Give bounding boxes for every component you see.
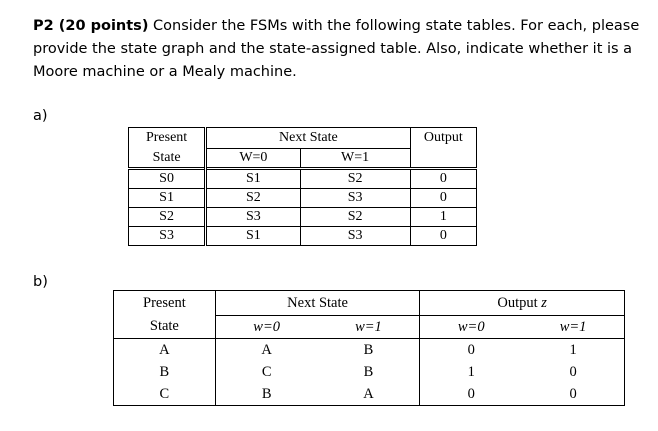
header-output-z	[420, 291, 625, 316]
cell-present: B	[159, 363, 170, 380]
header-w1: W=1	[300, 149, 410, 169]
cell-present: S0	[129, 169, 206, 189]
header-output-variable: z	[541, 294, 547, 311]
table-row	[114, 361, 625, 383]
cell-next-w0: A	[215, 339, 317, 362]
cell-present: S3	[129, 227, 206, 246]
cell-present: S1	[129, 189, 206, 208]
cell-output-w0: 0	[420, 383, 522, 406]
cell-present: S2	[129, 208, 206, 227]
header-ns-w1: w=1	[318, 316, 420, 339]
problem-statement	[33, 15, 643, 84]
header-output: Output	[410, 128, 476, 169]
cell-output: 0	[410, 227, 476, 246]
cell-output-w1: 0	[569, 385, 577, 402]
table-row	[114, 383, 625, 406]
cell-output: 1	[410, 208, 476, 227]
state-table-b	[113, 290, 625, 406]
cell-next-w0: S2	[206, 189, 300, 208]
cell-next-w0: B	[215, 383, 317, 406]
cell-next-w1: S3	[300, 227, 410, 246]
cell-output-w0: 1	[420, 361, 522, 383]
header-output-label: Output	[497, 294, 542, 311]
header-next-state: Next State	[215, 291, 420, 316]
table-row	[129, 208, 477, 227]
table-row	[114, 339, 625, 362]
table-row	[129, 227, 477, 246]
header-state: State	[129, 149, 206, 169]
cell-next-w0: S1	[206, 227, 300, 246]
header-present: Present	[143, 294, 186, 311]
cell-next-w1: S3	[300, 189, 410, 208]
cell-present: C	[159, 385, 170, 402]
header-ns-w0: w=0	[215, 316, 317, 339]
problem-text: Consider the FSMs with the following state tables. For each, please provide the state graph and the state-assigned table. Also, indicate whether it is a Moore machine or a Mealy machine.	[33, 18, 640, 80]
cell-output: 0	[410, 189, 476, 208]
cell-next-w1: S2	[300, 208, 410, 227]
header-present: Present	[129, 128, 206, 149]
cell-output-w1: 1	[522, 339, 624, 362]
table-row	[129, 169, 477, 189]
header-state: State	[149, 318, 179, 335]
table-row	[129, 189, 477, 208]
table-a-header-row	[129, 128, 477, 149]
cell-output-w1: 0	[569, 363, 577, 380]
header-out-w0: w=0	[420, 316, 522, 339]
cell-output: 0	[410, 169, 476, 189]
cell-next-w0: C	[215, 361, 317, 383]
state-table-a	[128, 127, 477, 246]
part-b-label: b)	[33, 274, 48, 290]
header-out-w1: w=1	[522, 316, 624, 339]
cell-next-w0: S1	[206, 169, 300, 189]
cell-next-w1: B	[363, 363, 374, 380]
table-b-header-row	[114, 291, 625, 316]
cell-next-w1: A	[363, 385, 374, 402]
cell-next-w1: S2	[300, 169, 410, 189]
table-b-subheader-row	[114, 316, 625, 339]
cell-next-w1: B	[318, 339, 420, 362]
cell-next-w0: S3	[206, 208, 300, 227]
header-w0: W=0	[206, 149, 300, 169]
cell-output-w0: 0	[420, 339, 522, 362]
problem-title: P2 (20 points)	[33, 18, 149, 34]
cell-present: A	[114, 339, 216, 362]
header-next-state: Next State	[279, 130, 338, 145]
part-a-label: a)	[33, 108, 48, 124]
